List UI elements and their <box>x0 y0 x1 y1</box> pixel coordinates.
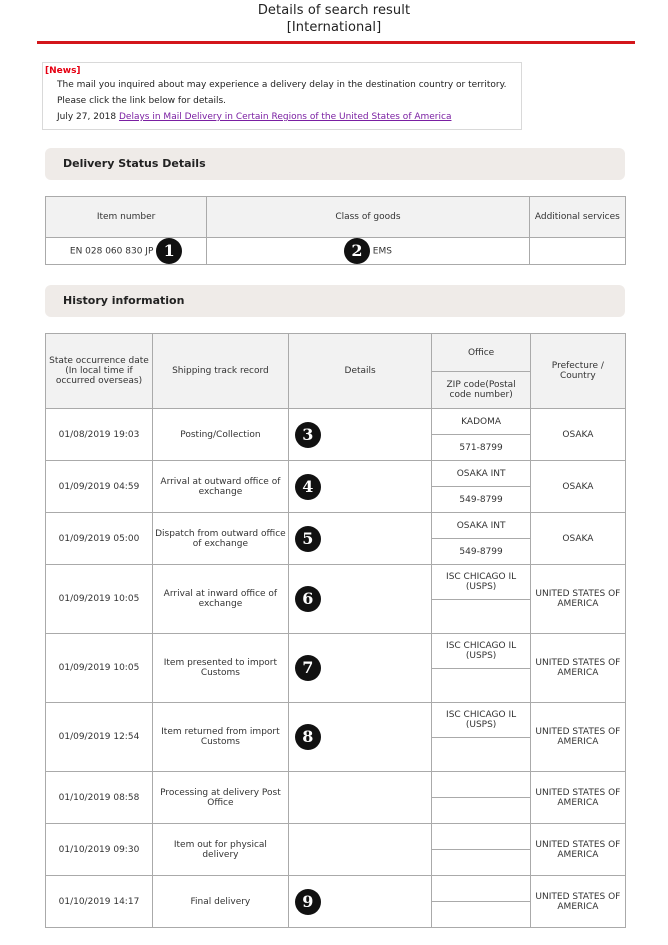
col-shipping-track: Shipping track record <box>152 334 288 409</box>
history-details <box>288 824 432 876</box>
history-row <box>46 513 626 539</box>
history-zip <box>432 669 530 703</box>
delivery-status-heading: Delivery Status Details <box>45 148 625 180</box>
history-heading: History information <box>45 285 625 317</box>
delivery-status-table <box>45 196 626 265</box>
history-office: ISC CHICAGO IL (USPS) <box>432 703 530 738</box>
history-prefecture: OSAKA <box>530 513 625 565</box>
history-row <box>46 409 626 435</box>
title-divider <box>37 41 635 44</box>
history-zip: 571-8799 <box>432 435 530 461</box>
col-office: Office <box>432 334 530 372</box>
news-line1: The mail you inquired about may experience a delivery delay in the destination country or territory. <box>57 80 507 90</box>
marker-6-icon: 6 <box>295 586 321 612</box>
history-office: OSAKA INT <box>432 461 530 487</box>
history-track: Item returned from import Customs <box>152 703 288 772</box>
history-date: 01/09/2019 12:54 <box>46 703 153 772</box>
history-details <box>288 772 432 824</box>
history-prefecture: UNITED STATES OF AMERICA <box>530 703 625 772</box>
page-title-line2: [International] <box>286 20 382 35</box>
marker-2-icon: 2 <box>344 238 370 264</box>
history-date: 01/09/2019 10:05 <box>46 634 153 703</box>
history-row <box>46 824 626 850</box>
history-zip <box>432 850 530 876</box>
additional-services-cell <box>529 238 625 265</box>
history-date: 01/10/2019 09:30 <box>46 824 153 876</box>
history-date: 01/08/2019 19:03 <box>46 409 153 461</box>
news-delay-link[interactable]: Delays in Mail Delivery in Certain Regions of the United States of America <box>119 112 452 122</box>
history-zip <box>432 600 530 634</box>
history-date: 01/09/2019 05:00 <box>46 513 153 565</box>
history-track: Arrival at outward office of exchange <box>152 461 288 513</box>
class-cell <box>207 238 530 265</box>
history-date: 01/09/2019 10:05 <box>46 565 153 634</box>
history-track: Final delivery <box>152 876 288 928</box>
history-track: Processing at delivery Post Office <box>152 772 288 824</box>
marker-8-icon: 8 <box>295 724 321 750</box>
item-number: EN 028 060 830 JP <box>69 246 154 257</box>
history-prefecture: UNITED STATES OF AMERICA <box>530 824 625 876</box>
marker-7-icon: 7 <box>295 655 321 681</box>
history-details <box>288 876 432 928</box>
news-tag: [News] <box>45 66 81 76</box>
marker-1-icon: 1 <box>156 238 182 264</box>
news-line3 <box>49 109 515 125</box>
history-office: OSAKA INT <box>432 513 530 539</box>
history-track: Posting/Collection <box>152 409 288 461</box>
news-date: July 27, 2018 <box>57 112 117 122</box>
history-track: Arrival at inward office of exchange <box>152 565 288 634</box>
history-date: 01/10/2019 08:58 <box>46 772 153 824</box>
col-details: Details <box>288 334 432 409</box>
history-track: Item presented to import Customs <box>152 634 288 703</box>
col-additional-services: Additional services <box>529 197 625 238</box>
history-details <box>288 703 432 772</box>
history-details <box>288 409 432 461</box>
col-item-number: Item number <box>46 197 207 238</box>
history-table <box>45 333 626 928</box>
history-row <box>46 634 626 669</box>
page-title <box>0 2 668 36</box>
history-row <box>46 876 626 902</box>
history-zip: 549-8799 <box>432 539 530 565</box>
history-prefecture: OSAKA <box>530 461 625 513</box>
col-class-of-goods: Class of goods <box>207 197 530 238</box>
history-zip: 549-8799 <box>432 487 530 513</box>
history-prefecture: UNITED STATES OF AMERICA <box>530 565 625 634</box>
history-date: 01/09/2019 04:59 <box>46 461 153 513</box>
history-office: KADOMA <box>432 409 530 435</box>
marker-3-icon: 3 <box>295 422 321 448</box>
marker-9-icon: 9 <box>295 889 321 915</box>
history-track: Item out for physical delivery <box>152 824 288 876</box>
history-prefecture: UNITED STATES OF AMERICA <box>530 876 625 928</box>
history-office: ISC CHICAGO IL (USPS) <box>432 565 530 600</box>
item-number-cell <box>46 238 207 265</box>
history-office: ISC CHICAGO IL (USPS) <box>432 634 530 669</box>
page-title-line1: Details of search result <box>257 3 411 18</box>
news-line2: Please click the link below for details. <box>57 96 227 106</box>
history-date: 01/10/2019 14:17 <box>46 876 153 928</box>
history-track: Dispatch from outward office of exchange <box>152 513 288 565</box>
history-details <box>288 634 432 703</box>
history-prefecture: UNITED STATES OF AMERICA <box>530 772 625 824</box>
history-details <box>288 565 432 634</box>
col-prefecture-country: Prefecture / Country <box>530 334 625 409</box>
history-details <box>288 513 432 565</box>
history-row <box>46 703 626 738</box>
history-row <box>46 565 626 600</box>
news-box <box>42 62 522 130</box>
history-row <box>46 461 626 487</box>
col-zip-code: ZIP code(Postal code number) <box>432 372 530 409</box>
history-zip <box>432 902 530 928</box>
marker-4-icon: 4 <box>295 474 321 500</box>
history-zip <box>432 738 530 772</box>
history-zip <box>432 798 530 824</box>
marker-5-icon: 5 <box>295 526 321 552</box>
history-row <box>46 772 626 798</box>
history-office <box>432 772 530 798</box>
history-office <box>432 876 530 902</box>
history-prefecture: UNITED STATES OF AMERICA <box>530 634 625 703</box>
history-details <box>288 461 432 513</box>
class-of-goods: EMS <box>372 246 392 257</box>
history-office <box>432 824 530 850</box>
col-occurrence-date: State occurrence date (In local time if occurred overseas) <box>46 334 153 409</box>
history-prefecture: OSAKA <box>530 409 625 461</box>
